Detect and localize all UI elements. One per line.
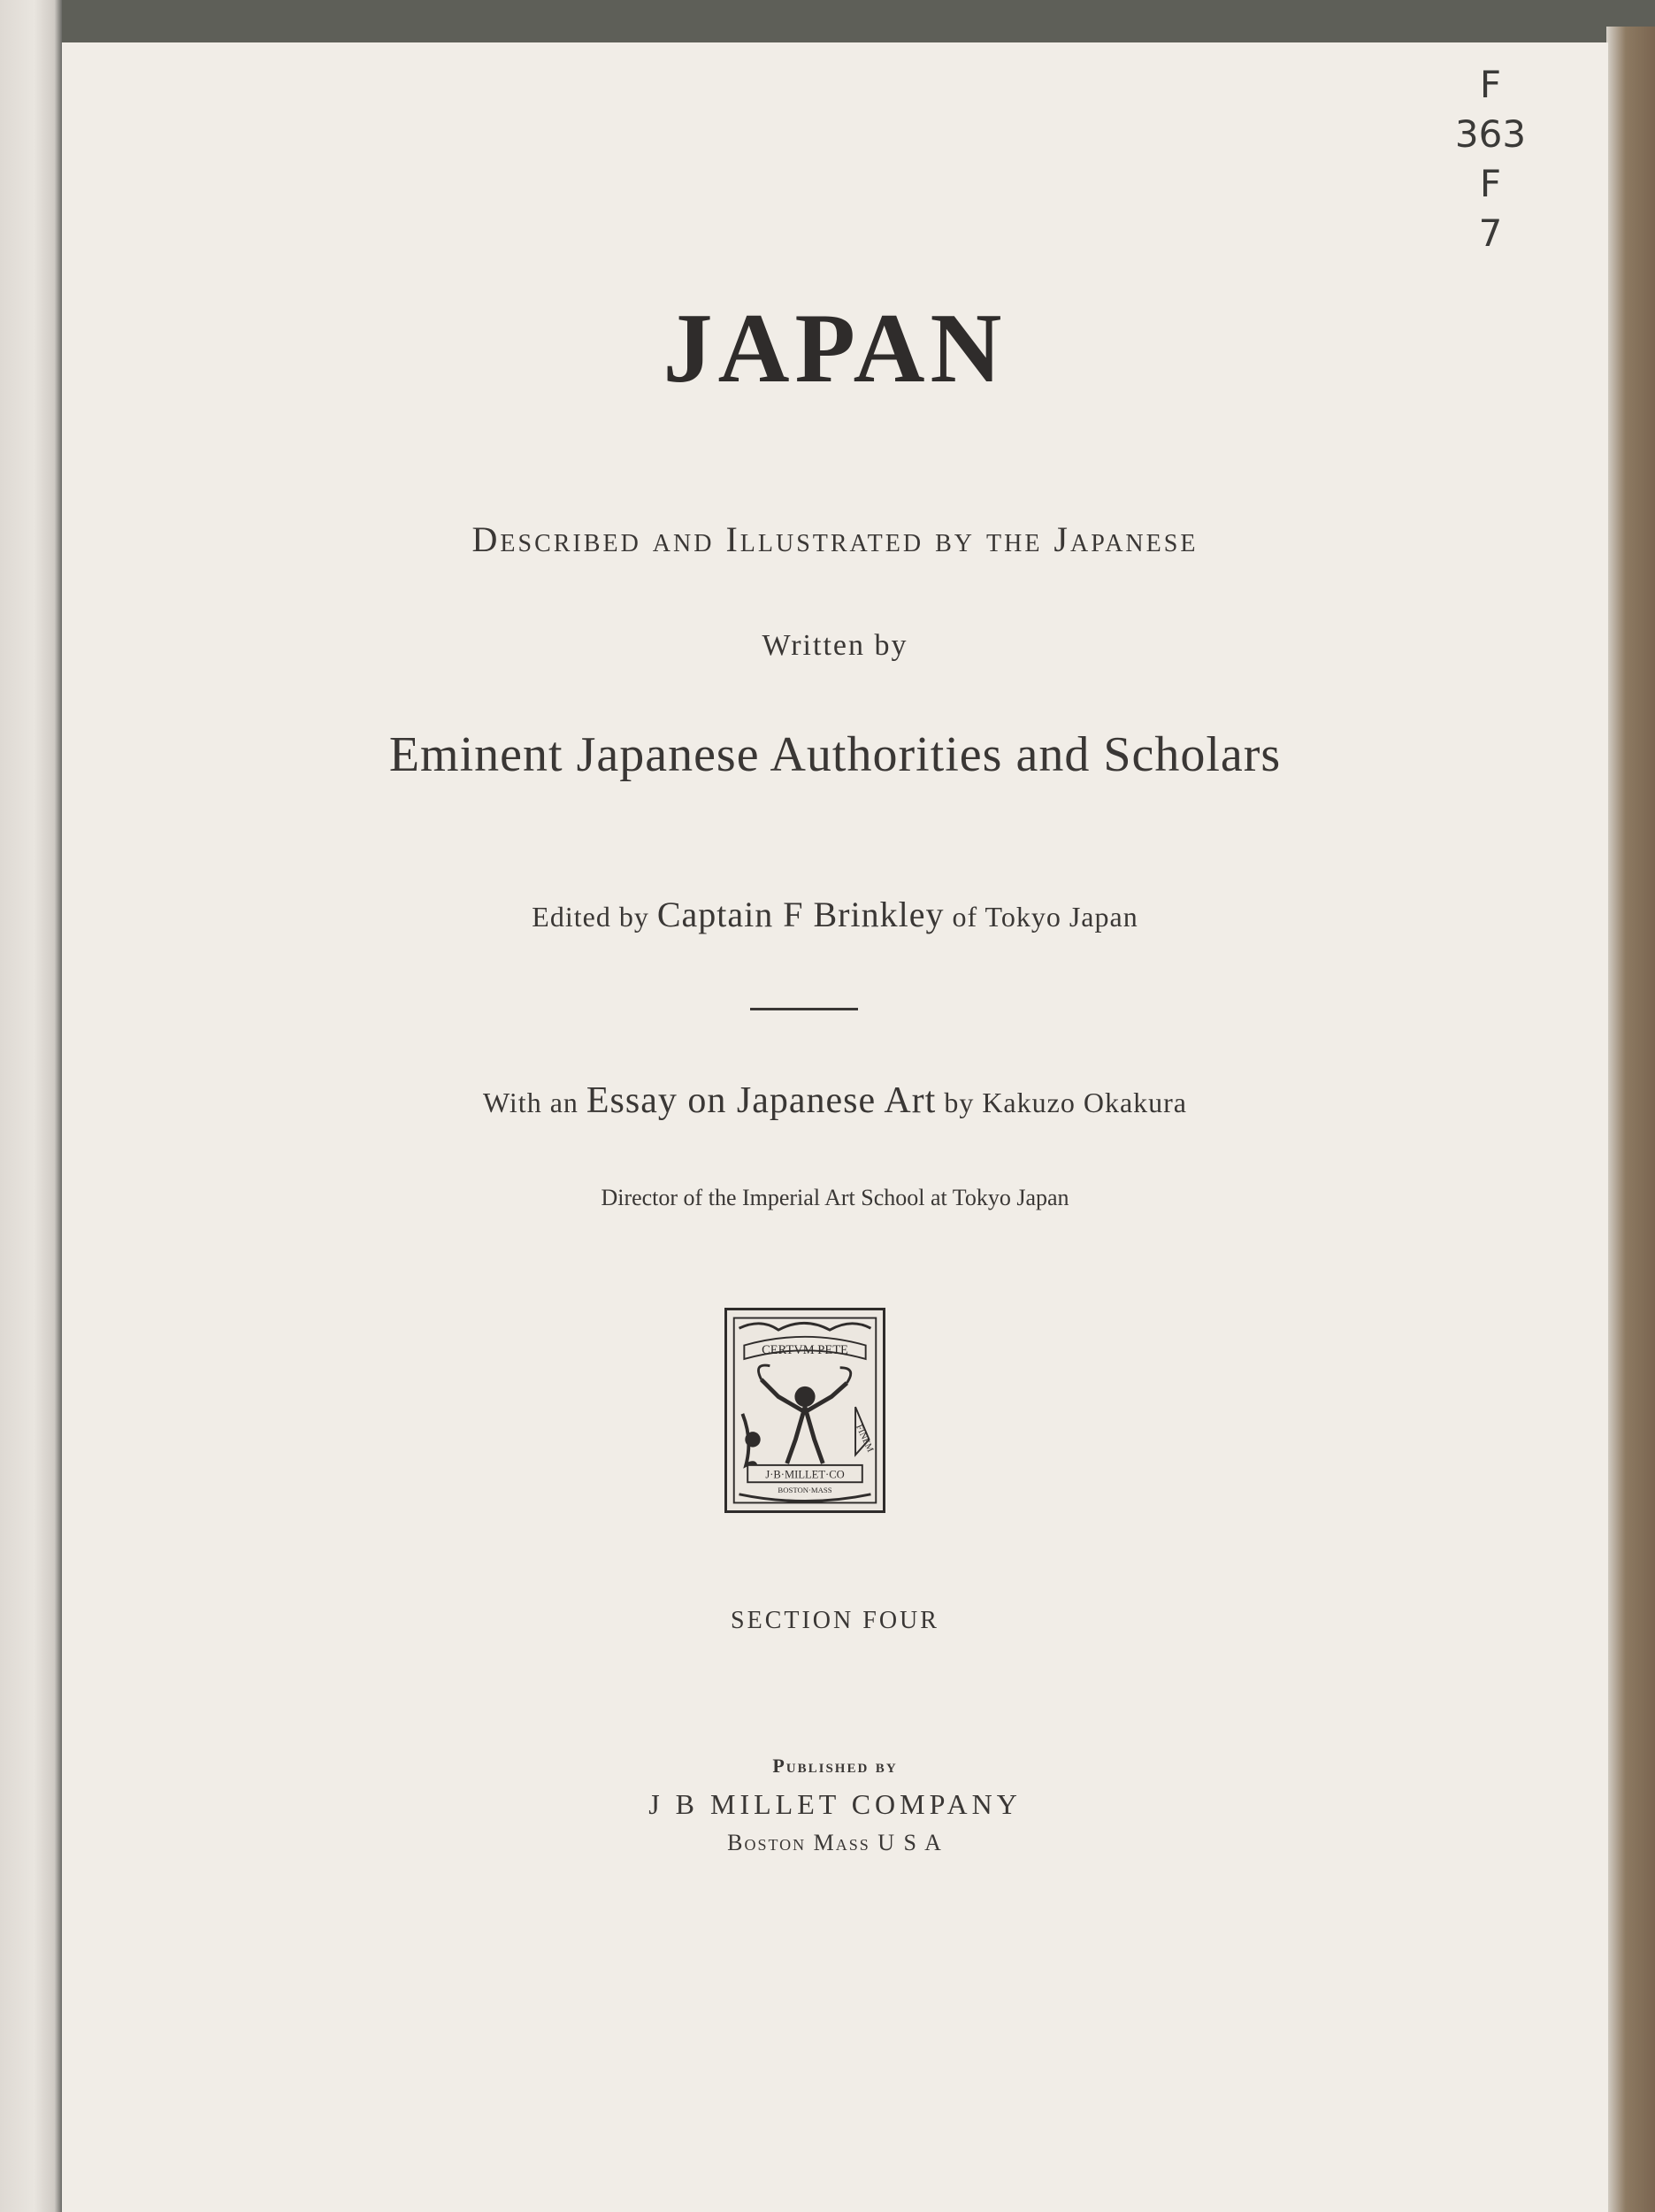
published-by-label: Published by bbox=[772, 1755, 898, 1777]
publisher-name: J B MILLET COMPANY bbox=[648, 1788, 1022, 1820]
divider-rule bbox=[750, 1008, 858, 1010]
publisher-emblem bbox=[724, 1308, 885, 1513]
written-by-label: Written by bbox=[762, 629, 908, 662]
essay-line bbox=[62, 1079, 1608, 1122]
title-page bbox=[62, 42, 1608, 2212]
authors-line: Eminent Japanese Authorities and Scholars bbox=[388, 727, 1282, 782]
call-number-line: F bbox=[1479, 63, 1502, 106]
editor-line bbox=[62, 894, 1608, 935]
emblem-city: BOSTON·MASS bbox=[778, 1485, 832, 1494]
call-number-line: 363 bbox=[1454, 112, 1527, 156]
book-title: JAPAN bbox=[663, 294, 1008, 403]
book-cover-edge bbox=[1606, 27, 1655, 2212]
handwritten-call-number bbox=[1442, 60, 1539, 258]
left-page-edge bbox=[0, 0, 62, 2212]
emblem-company: J·B·MILLET·CO bbox=[765, 1468, 845, 1481]
call-number-line: 7 bbox=[1478, 211, 1503, 255]
section-label: SECTION FOUR bbox=[731, 1607, 939, 1634]
book-subtitle: Described and Illustrated by the Japanese bbox=[471, 519, 1199, 559]
emblem-drawing bbox=[727, 1310, 883, 1510]
edited-by-label: Edited by bbox=[532, 901, 649, 933]
publisher-location: Boston Mass U S A bbox=[727, 1830, 943, 1855]
essay-by: by bbox=[944, 1087, 975, 1118]
essay-title: Essay on Japanese Art bbox=[586, 1080, 937, 1121]
editor-location: of Tokyo Japan bbox=[952, 901, 1138, 933]
essay-author: Kakuzo Okakura bbox=[982, 1087, 1187, 1118]
emblem-motto-top: CERTVM PETE bbox=[762, 1343, 848, 1358]
director-line: Director of the Imperial Art School at Tokyo Japan bbox=[601, 1185, 1069, 1210]
emblem-motto-side: FINEM bbox=[854, 1423, 876, 1455]
editor-name: Captain F Brinkley bbox=[656, 895, 945, 934]
call-number-line: F bbox=[1479, 162, 1502, 205]
essay-prefix: With an bbox=[482, 1087, 578, 1118]
